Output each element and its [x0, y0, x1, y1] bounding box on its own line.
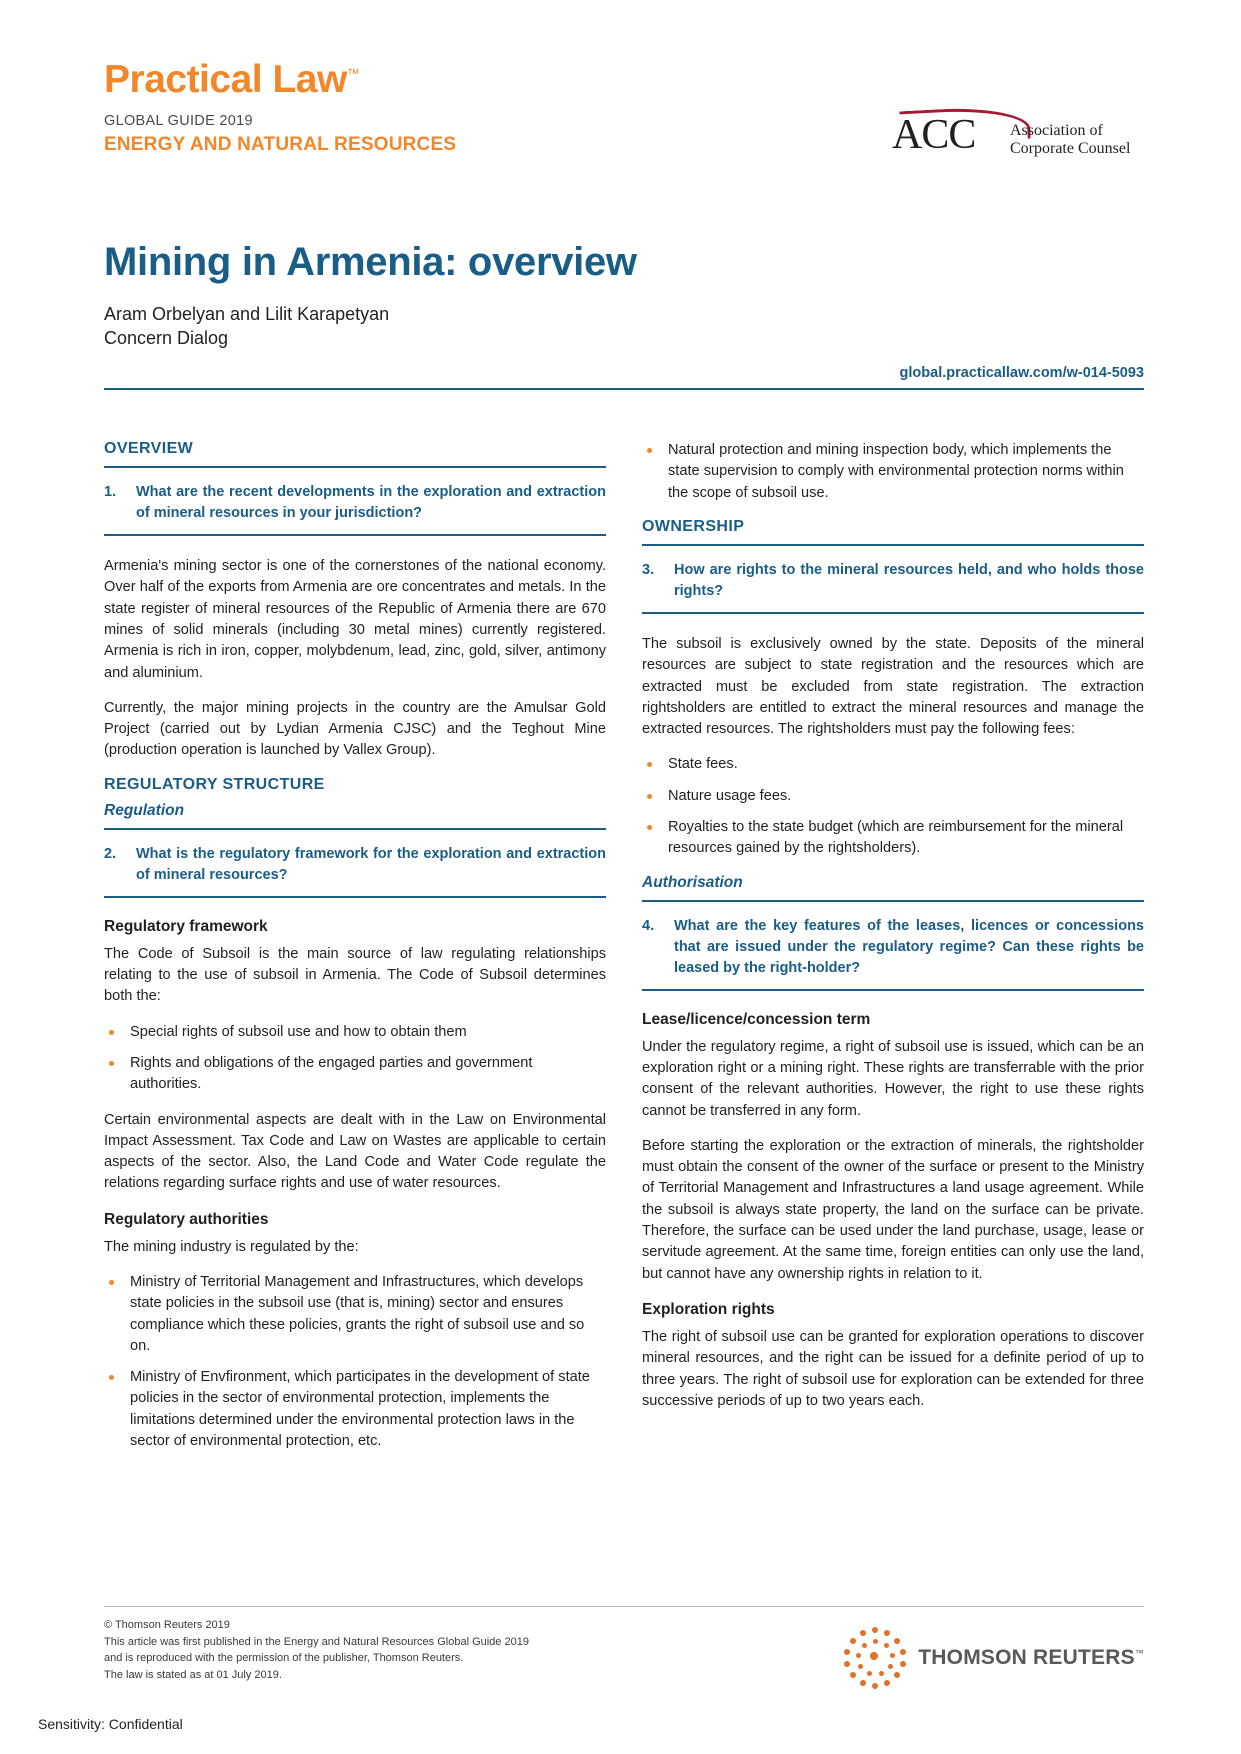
bullet-list-framework [104, 1022, 606, 1096]
footer-line-3: and is reproduced with the permission of the publisher, Thomson Reuters. [104, 1652, 464, 1664]
masthead [104, 60, 1144, 156]
list-item-text: Ministry of Territorial Management and Infrastructures, which develops state policies in the subsoil use (that is, mining) sector and ensures compliance which these policies, grants the right of subsoil use and so on. [130, 1274, 585, 1354]
bullet-list-fees [642, 754, 1144, 859]
footer-line-2: This article was first published in the Energy and Natural Resources Global Guide 2019 [104, 1635, 529, 1648]
section-divider [104, 466, 606, 468]
subheading-regulatory-framework: Regulatory framework [104, 917, 268, 935]
acc-logo-subtitle-line1: Association of [1010, 122, 1103, 139]
list-item [104, 1367, 606, 1452]
paragraph: The Code of Subsoil is the main source of law regulating relationships relating to the use of subsoil in Armenia. The Code of Subsoil determines both the: [104, 945, 606, 1005]
bullet-list-authorities [104, 1272, 606, 1452]
thomson-reuters-name: THOMSON REUTERS [918, 1646, 1135, 1669]
question-divider [642, 612, 1144, 614]
question-4 [642, 916, 1144, 979]
paragraph: Before starting the exploration or the extraction of minerals, the rightsholder must obtain the consent of the owner of the surface or present to the Ministry of Territorial Management and Infrastructures a land usage agreement. While the subsoil is always state property, the land on the surface can be private. Therefore, the surface can be used under the land purchase, usage, lease or servitude agreement. At the same time, foreign entities can only use the land, but cannot have any ownership rights in relation to it. [642, 1137, 1144, 1282]
section-divider [642, 900, 1144, 902]
question-1-number: 1. [104, 484, 117, 500]
question-4-number: 4. [642, 917, 655, 934]
acc-logo [892, 108, 1144, 166]
paragraph: The subsoil is exclusively owned by the state. Deposits of the mineral resources are subject to state registration and the resources which are extracted must be excluded from state registration. The extraction rightsholders are entitled to extract the mineral resources and manage the extracted resources. The rightsholders must pay the following fees: [642, 635, 1144, 738]
paragraph: Under the regulatory regime, a right of subsoil use is issued, which can be an exploration right or a mining right. These rights are transferrable with the prior consent of the relevant authorities. However, the right to use these rights cannot be transferred in any form. [642, 1038, 1144, 1119]
bullet-list-continued [642, 440, 1144, 504]
question-4-text: What are the key features of the leases, licences or concessions that are issued under the regulatory regime? Can these rights be leased by the right-holder? [674, 917, 1144, 976]
list-item-text: Natural protection and mining inspection body, which implements the state supervision to comply with environmental protection norms within the scope of subsoil use. [668, 442, 1124, 501]
thomson-reuters-wordmark [918, 1646, 1144, 1670]
paragraph: The mining industry is regulated by the: [104, 1238, 359, 1255]
footer-copyright [104, 1617, 529, 1683]
section-heading-ownership: OWNERSHIP [642, 517, 745, 535]
title-divider [104, 388, 1144, 390]
list-item-text: Royalties to the state budget (which are reimbursement for the mineral resources gained by the rightsholders). [668, 819, 1124, 857]
footer-line-1: © Thomson Reuters 2019 [104, 1619, 230, 1631]
document-url[interactable]: global.practicallaw.com/w-014-5093 [899, 364, 1144, 381]
section-divider [642, 544, 1144, 546]
list-item [642, 754, 1144, 775]
practical-law-logo [104, 60, 1144, 99]
paragraph: The right of subsoil use can be granted for exploration operations to discover mineral resources, and the right can be issued for a definite period of up to three years. The right of subsoil use for exploration can be extended for three successive periods of up to two years each. [642, 1328, 1144, 1409]
brand-trademark-icon: ™ [346, 66, 360, 81]
title-block [104, 240, 1144, 390]
acc-logo-text: ACC [892, 112, 976, 158]
acc-logo-subtitle [1010, 122, 1130, 159]
left-column [104, 440, 606, 1466]
paragraph: Currently, the major mining projects in the country are the Amulsar Gold Project (carried out by Lydian Armenia CJSC) and the Teghout Mine (production operation is launched by Vallex Group). [104, 699, 606, 759]
list-item-text: State fees. [668, 756, 738, 773]
thomson-reuters-dots-icon [844, 1627, 906, 1689]
author-names: Aram Orbelyan and Lilit Karapetyan [104, 304, 390, 324]
list-item [104, 1272, 606, 1357]
subsection-heading-authorisation: Authorisation [642, 873, 743, 891]
thomson-reuters-trademark-icon: ™ [1134, 1648, 1144, 1658]
list-item-text: Nature usage fees. [668, 787, 792, 804]
subheading-lease-term: Lease/licence/concession term [642, 1010, 871, 1028]
thomson-reuters-logo [844, 1627, 1144, 1689]
question-divider [642, 989, 1144, 991]
section-divider [104, 828, 606, 830]
question-2 [104, 844, 606, 886]
question-1-text: What are the recent developments in the exploration and extraction of mineral resources in your jurisdiction? [136, 484, 606, 522]
firm-name: Concern Dialog [104, 328, 229, 349]
list-item [642, 786, 1144, 807]
section-heading-overview: OVERVIEW [104, 440, 194, 457]
section-heading-regulatory-structure: REGULATORY STRUCTURE [104, 775, 325, 793]
question-divider [104, 896, 606, 898]
list-item-text: Special rights of subsoil use and how to obtain them [130, 1023, 467, 1040]
content-columns [104, 440, 1144, 1466]
page-title: Mining in Armenia: overview [104, 240, 637, 284]
brand-name: Practical Law [104, 58, 347, 101]
question-1 [104, 482, 606, 524]
subsection-heading-regulation: Regulation [104, 801, 185, 819]
footer-line-4: The law is stated as at 01 July 2019. [104, 1668, 282, 1681]
subheading-exploration-rights: Exploration rights [642, 1300, 775, 1318]
list-item-text: Ministry of Envfironment, which participates in the development of state policies in the sector of environmental protection, implements the limitations determined under the environmental protection laws in the sector of environmental protection, etc. [130, 1369, 590, 1450]
guide-title: ENERGY AND NATURAL RESOURCES [104, 134, 457, 155]
question-2-number: 2. [104, 845, 117, 862]
page-footer [104, 1606, 1144, 1689]
list-item-text: Rights and obligations of the engaged parties and government authorities. [130, 1054, 533, 1093]
list-item [104, 1022, 606, 1043]
question-2-text: What is the regulatory framework for the exploration and extraction of mineral resources? [136, 845, 606, 883]
question-3-text: How are rights to the mineral resources held, and who holds those rights? [674, 561, 1144, 599]
subheading-regulatory-authorities: Regulatory authorities [104, 1210, 269, 1228]
guide-year-label: GLOBAL GUIDE 2019 [104, 113, 253, 129]
list-item [642, 440, 1144, 504]
question-3 [642, 560, 1144, 602]
paragraph: Certain environmental aspects are dealt with in the Law on Environmental Impact Assessment. Tax Code and Law on Wastes are applicable to certain aspects of the sector. Also, the Land Code and Water Code regulate the relations regarding surface rights and use of water resources. [104, 1111, 606, 1192]
list-item [642, 817, 1144, 860]
sensitivity-label: Sensitivity: Confidential [38, 1716, 183, 1732]
author-block [104, 302, 1144, 351]
paragraph: Armenia's mining sector is one of the cornerstones of the national economy. Over half of the exports from Armenia are ore concentrates and metals. In the state register of mineral resources of the Republic of Armenia there are 670 mines of solid minerals (including 30 metal mines) currently registered. Armenia is rich in iron, copper, molybdenum, lead, zinc, gold, silver, antimony and aluminium. [104, 558, 606, 681]
list-item [104, 1053, 606, 1096]
acc-logo-subtitle-line2: Corporate Counsel [1010, 140, 1131, 158]
right-column [642, 440, 1144, 1466]
question-divider [104, 534, 606, 536]
question-3-number: 3. [642, 561, 655, 578]
